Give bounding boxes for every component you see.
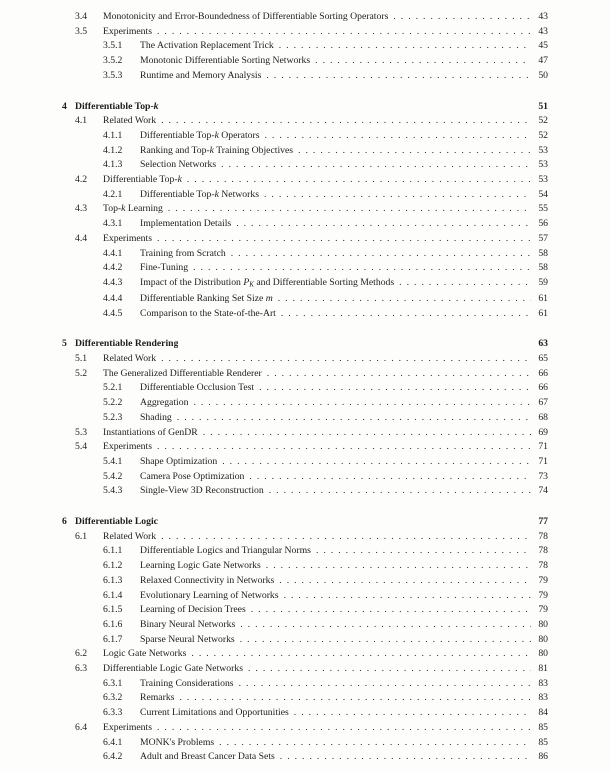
entry-title: Camera Pose Optimization [140, 470, 245, 482]
entry-title: Learning of Decision Trees [140, 604, 246, 616]
dot-leader [298, 144, 531, 156]
entry-number: 5.2.2 [103, 397, 123, 409]
entry-page: 65 [538, 353, 548, 365]
entry-number: 4.2.1 [103, 188, 123, 200]
dot-leader [179, 691, 531, 703]
entry-number: 4.4.1 [103, 247, 123, 259]
entry-number: 6.3 [75, 663, 88, 675]
entry-number: 6.3.2 [103, 692, 123, 704]
entry-page: 52 [538, 115, 548, 127]
entry-number: 6.2 [75, 648, 88, 660]
entry-page: 83 [538, 677, 548, 689]
entry-number: 4.4.3 [103, 276, 123, 288]
entry-number: 6.1.1 [103, 545, 123, 557]
entry-page: 78 [538, 560, 548, 572]
toc-entry-4.3[interactable] [62, 202, 548, 217]
entry-title: Differentiable Logics and Triangular Norms [140, 545, 311, 557]
entry-number: 5.4.3 [103, 485, 123, 497]
entry-page: 69 [538, 426, 548, 438]
dot-leader [231, 247, 531, 259]
entry-title: Sparse Neural Networks [140, 633, 235, 645]
dot-leader [294, 706, 531, 718]
toc-entry-3.5.1[interactable] [62, 39, 548, 54]
entry-title: Experiments [103, 441, 152, 453]
entry-number: 5.3 [75, 426, 88, 438]
dot-leader [157, 721, 531, 733]
entry-number: 6.1.4 [103, 589, 123, 601]
entry-page: 71 [538, 455, 548, 467]
entry-title: Related Work [103, 353, 157, 365]
toc-entry-4.3.1[interactable] [62, 217, 548, 232]
dot-leader [240, 618, 531, 630]
toc-entry-4.4.1[interactable] [62, 247, 548, 262]
entry-page: 50 [538, 69, 548, 81]
toc-entry-5.4.3[interactable] [62, 484, 548, 499]
entry-number: 5.1 [75, 353, 88, 365]
dot-leader [219, 736, 531, 748]
entry-number: 4.4 [75, 232, 88, 244]
entry-title: Differentiable Occlusion Test [140, 382, 255, 394]
entry-number: 5.4 [75, 441, 88, 453]
entry-page: 54 [538, 188, 548, 200]
dot-leader [236, 217, 531, 229]
entry-number: 3.4 [75, 11, 88, 22]
entry-number: 6.4.2 [103, 751, 123, 763]
entry-title: Logic Gate Networks [103, 648, 187, 660]
entry-number: 6.1.3 [103, 574, 123, 586]
dot-leader [249, 470, 531, 482]
entry-title: Experiments [103, 721, 152, 733]
entry-page: 58 [538, 262, 548, 274]
toc-entry-6.1.1[interactable] [62, 544, 548, 559]
entry-title: Ranking and Top-k Training Objectives [140, 144, 294, 156]
dot-leader [399, 276, 531, 288]
entry-page: 85 [538, 736, 548, 748]
dot-leader [251, 603, 531, 615]
entry-title: Single-View 3D Reconstruction [140, 485, 264, 497]
dot-leader [164, 97, 531, 109]
toc-entry-5.2.1[interactable] [62, 381, 548, 396]
entry-number: 6.1.5 [103, 604, 123, 616]
entry-title: Comparison to the State-of-the-Art [140, 307, 276, 319]
entry-number: 4.3.1 [103, 218, 123, 230]
toc-entry-3.5.3[interactable] [62, 69, 548, 84]
toc-entry-6.1.2[interactable] [62, 559, 548, 574]
entry-page: 78 [538, 545, 548, 557]
dot-leader [193, 396, 531, 408]
toc-entry-6.3.1[interactable] [62, 677, 548, 692]
toc-entry-6.4.1[interactable] [62, 736, 548, 751]
entry-page: 79 [538, 589, 548, 601]
dot-leader [157, 440, 531, 452]
dot-leader [157, 25, 531, 37]
toc-entry-5.4[interactable] [62, 440, 548, 455]
dot-leader [266, 69, 531, 81]
entry-number: 4.1.3 [103, 159, 123, 171]
entry-title: Relaxed Connectivity in Networks [140, 574, 275, 586]
toc-entry-5.2.3[interactable] [62, 411, 548, 426]
toc-entry-4.2[interactable] [62, 173, 548, 188]
entry-number: 6.4.1 [103, 736, 123, 748]
entry-page: 67 [538, 397, 548, 409]
entry-page: 71 [538, 441, 548, 453]
toc-entry-6.3.3[interactable] [62, 706, 548, 721]
entry-title: Shading [140, 411, 172, 423]
entry-page: 61 [538, 292, 548, 304]
entry-page: 45 [538, 40, 548, 52]
toc-entry-6.1.7[interactable] [62, 633, 548, 648]
entry-number: 3.5.2 [103, 55, 123, 67]
entry-title: Shape Optimization [140, 455, 218, 467]
toc-entry-4[interactable] [62, 97, 548, 115]
entry-number: 6.1.2 [103, 560, 123, 572]
entry-title: Differentiable Rendering [75, 338, 179, 350]
toc-list [62, 10, 548, 765]
entry-number: 5.4.2 [103, 470, 123, 482]
entry-number: 5.2.3 [103, 411, 123, 423]
entry-title: Fine-Tuning [140, 262, 189, 274]
entry-number: 6.4 [75, 721, 88, 733]
dot-leader [393, 10, 531, 22]
toc-entry-6.1[interactable] [62, 530, 548, 545]
dot-leader [157, 232, 531, 244]
entry-page: 55 [538, 203, 548, 215]
entry-title: Monotonicity and Error-Boundedness of Differentiable Sorting Operators [103, 11, 389, 22]
entry-page: 80 [538, 618, 548, 630]
toc-entry-6.4.2[interactable] [62, 750, 548, 765]
entry-page: 52 [538, 129, 548, 141]
entry-title: Related Work [103, 530, 157, 542]
entry-number: 4.4.4 [103, 292, 123, 304]
entry-page: 68 [538, 411, 548, 423]
toc-entry-4.1.2[interactable] [62, 144, 548, 159]
dot-leader [177, 411, 531, 423]
entry-page: 77 [538, 516, 548, 528]
dot-leader [161, 530, 531, 542]
entry-number: 6.1 [75, 530, 88, 542]
entry-page: 47 [538, 55, 548, 67]
entry-title: MONK's Problems [140, 736, 215, 748]
dot-leader [193, 261, 531, 273]
entry-page: 43 [538, 11, 548, 22]
entry-page: 78 [538, 530, 548, 542]
toc-entry-4.4.3[interactable] [62, 276, 548, 292]
entry-title: Differentiable Ranking Set Size m [140, 292, 273, 304]
entry-title: Remarks [140, 692, 175, 704]
dot-leader [187, 173, 531, 185]
toc-entry-5.4.1[interactable] [62, 455, 548, 470]
entry-page: 80 [538, 648, 548, 660]
dot-leader [240, 633, 531, 645]
entry-page: 74 [538, 485, 548, 497]
toc-entry-4.2.1[interactable] [62, 188, 548, 203]
entry-page: 58 [538, 247, 548, 259]
toc-entry-4.1.1[interactable] [62, 129, 548, 144]
entry-title: Implementation Details [140, 218, 232, 230]
entry-number: 3.5.3 [103, 69, 123, 81]
entry-number: 5.4.1 [103, 455, 123, 467]
entry-page: 56 [538, 218, 548, 230]
dot-leader [280, 750, 531, 762]
entry-page: 81 [538, 663, 548, 675]
entry-title: Adult and Breast Cancer Data Sets [140, 751, 275, 763]
entry-page: 63 [538, 338, 548, 350]
dot-leader [239, 677, 531, 689]
entry-page: 85 [538, 721, 548, 733]
entry-number: 4.1 [75, 115, 88, 127]
entry-title: Impact of the Distribution PK and Differentiable Sorting Methods [140, 276, 395, 289]
entry-number: 4.1.1 [103, 129, 123, 141]
entry-title: Monotonic Differentiable Sorting Networks [140, 55, 311, 67]
entry-number: 4.4.5 [103, 307, 123, 319]
dot-leader [267, 367, 531, 379]
dot-leader [161, 352, 531, 364]
entry-title: Selection Networks [140, 159, 217, 171]
entry-number: 4.1.2 [103, 144, 123, 156]
entry-title: Experiments [103, 232, 152, 244]
dot-leader [279, 574, 531, 586]
entry-title: The Generalized Differentiable Renderer [103, 367, 262, 379]
dot-leader [168, 202, 531, 214]
toc-entry-6.2[interactable] [62, 647, 548, 662]
entry-title: Differentiable Top-k Networks [140, 188, 259, 200]
toc-entry-5.4.2[interactable] [62, 470, 548, 485]
dot-leader [183, 334, 531, 346]
entry-title: Runtime and Memory Analysis [140, 69, 262, 81]
entry-number: 4 [62, 100, 67, 112]
dot-leader [284, 589, 531, 601]
entry-title: Training Considerations [140, 677, 234, 689]
entry-number: 6.3.3 [103, 707, 123, 719]
entry-number: 4.3 [75, 203, 88, 215]
entry-page: 61 [538, 307, 548, 319]
entry-title: Evolutionary Learning of Networks [140, 589, 279, 601]
entry-page: 59 [538, 276, 548, 288]
entry-title: Differentiable Top-k [75, 100, 159, 112]
entry-number: 6.1.6 [103, 618, 123, 630]
dot-leader [279, 39, 531, 51]
toc-entry-5[interactable] [62, 334, 548, 352]
entry-page: 80 [538, 633, 548, 645]
dot-leader [281, 307, 531, 319]
entry-page: 83 [538, 692, 548, 704]
entry-page: 86 [538, 751, 548, 763]
toc-entry-6[interactable] [62, 512, 548, 530]
entry-page: 53 [538, 159, 548, 171]
entry-page: 43 [538, 25, 548, 37]
dot-leader [248, 662, 531, 674]
entry-number: 6.3.1 [103, 677, 123, 689]
entry-number: 3.5.1 [103, 40, 123, 52]
entry-page: 66 [538, 382, 548, 394]
dot-leader [203, 426, 531, 438]
toc-entry-4.4.5[interactable] [62, 307, 548, 322]
dot-leader [161, 114, 531, 126]
entry-number: 4.2 [75, 174, 88, 186]
entry-number: 6 [62, 516, 67, 528]
dot-leader [222, 455, 531, 467]
toc-entry-4.1.3[interactable] [62, 158, 548, 173]
entry-title: Related Work [103, 115, 157, 127]
toc-entry-5.1[interactable] [62, 352, 548, 367]
toc-entry-4.4[interactable] [62, 232, 548, 247]
entry-title: Current Limitations and Opportunities [140, 707, 289, 719]
entry-page: 66 [538, 367, 548, 379]
entry-number: 5.2.1 [103, 382, 123, 394]
dot-leader [315, 54, 531, 66]
entry-title: Instantiations of GenDR [103, 426, 198, 438]
dot-leader [316, 544, 531, 556]
dot-leader [221, 158, 531, 170]
toc-entry-4.1[interactable] [62, 114, 548, 129]
toc-entry-3.4[interactable] [62, 10, 548, 25]
dot-leader [278, 292, 531, 304]
toc-entry-4.4.4[interactable] [62, 292, 548, 307]
toc-entry-4.4.2[interactable] [62, 261, 548, 276]
entry-title: Differentiable Top-k Operators [140, 129, 260, 141]
toc-entry-6.1.6[interactable] [62, 618, 548, 633]
entry-page: 84 [538, 707, 548, 719]
entry-title: Top-k Learning [103, 203, 163, 215]
entry-number: 3.5 [75, 25, 88, 37]
entry-title: The Activation Replacement Trick [140, 40, 274, 52]
toc-entry-6.1.3[interactable] [62, 574, 548, 589]
toc-entry-6.1.5[interactable] [62, 603, 548, 618]
toc-entry-5.3[interactable] [62, 426, 548, 441]
entry-title: Differentiable Logic Gate Networks [103, 663, 243, 675]
entry-page: 51 [538, 100, 548, 112]
toc-entry-6.4[interactable] [62, 721, 548, 736]
entry-page: 53 [538, 144, 548, 156]
entry-title: Experiments [103, 25, 152, 37]
entry-page: 57 [538, 232, 548, 244]
entry-title: Differentiable Top-k [103, 174, 182, 186]
dot-leader [266, 559, 531, 571]
dot-leader [259, 381, 531, 393]
toc-entry-5.2[interactable] [62, 367, 548, 382]
dot-leader [265, 129, 532, 141]
dot-leader [163, 512, 531, 524]
entry-number: 6.1.7 [103, 633, 123, 645]
toc-entry-6.3.2[interactable] [62, 691, 548, 706]
dot-leader [269, 484, 531, 496]
entry-title: Aggregation [140, 397, 189, 409]
entry-title: Training from Scratch [140, 247, 226, 259]
entry-page: 79 [538, 574, 548, 586]
entry-title: Binary Neural Networks [140, 618, 236, 630]
entry-number: 4.4.2 [103, 262, 123, 274]
entry-page: 79 [538, 604, 548, 616]
toc-entry-3.5[interactable] [62, 25, 548, 40]
toc-entry-6.3[interactable] [62, 662, 548, 677]
toc-entry-6.1.4[interactable] [62, 589, 548, 604]
dot-leader [264, 188, 531, 200]
toc-entry-3.5.2[interactable] [62, 54, 548, 69]
toc-entry-5.2.2[interactable] [62, 396, 548, 411]
entry-number: 5.2 [75, 367, 88, 379]
entry-number: 5 [62, 338, 67, 350]
entry-page: 53 [538, 174, 548, 186]
entry-title: Learning Logic Gate Networks [140, 560, 261, 572]
dot-leader [191, 647, 531, 659]
entry-title: Differentiable Logic [75, 516, 158, 528]
entry-page: 73 [538, 470, 548, 482]
